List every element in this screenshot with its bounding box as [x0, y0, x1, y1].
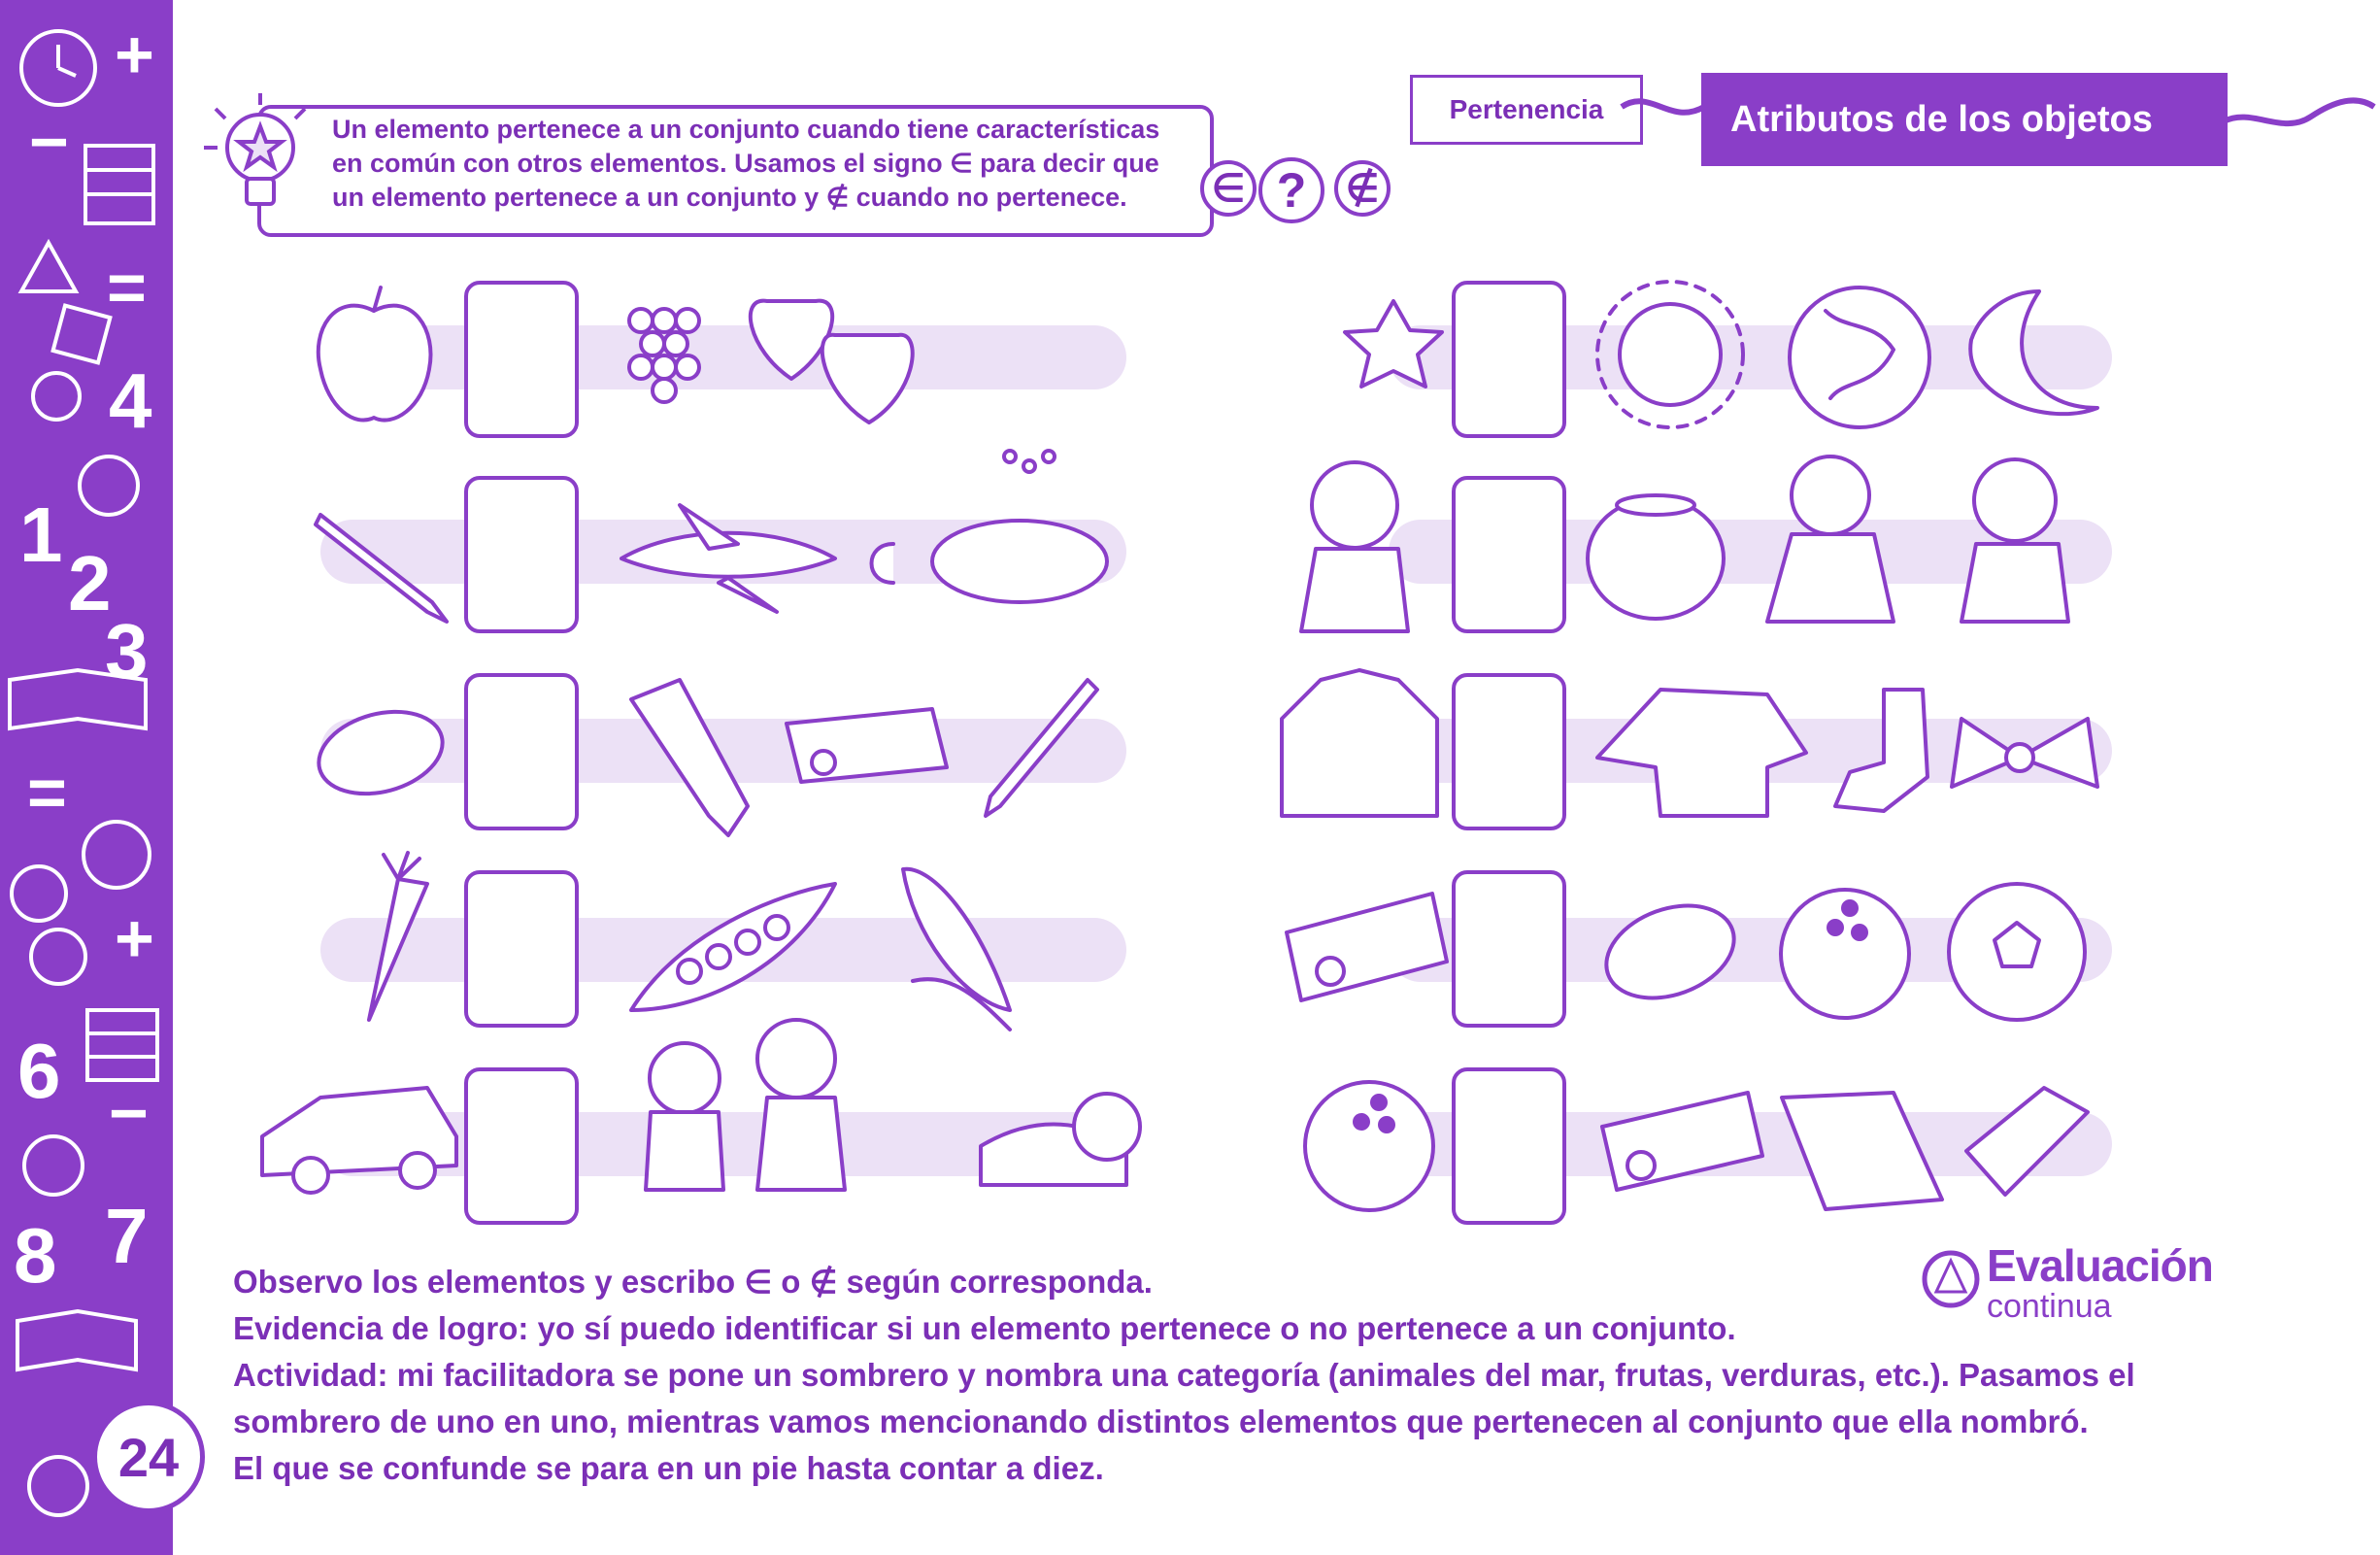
dog-icon	[757, 1020, 845, 1190]
activity-text: : mi facilitadora se pone un sombrero y nombra una categoría (animales del mar, frutas, verduras, etc.). Pasamos el	[377, 1357, 2135, 1393]
svg-text:=: =	[27, 755, 67, 830]
jacket-icon	[1282, 670, 1437, 816]
football-icon	[1593, 889, 1747, 1014]
logo-subtitle: continua	[1987, 1288, 2112, 1325]
activity-line-3: El que se confunde se para en un pie hasta contar a diez.	[233, 1450, 1104, 1486]
sharpener-icon	[1602, 1093, 1762, 1190]
bowling-ball-icon	[1781, 890, 1909, 1018]
instructions	[233, 1259, 2214, 1492]
instruction-line: Observo los elementos y escribo ∈ o ∉ según corresponda.	[233, 1264, 1153, 1300]
page-number: 24	[92, 1401, 205, 1513]
grapes-icon	[629, 309, 699, 402]
sun-icon	[1597, 282, 1743, 427]
bowling-ball-icon	[1305, 1082, 1433, 1210]
sharpener-icon	[787, 709, 947, 782]
football-icon	[310, 699, 452, 807]
submarine-icon	[872, 451, 1108, 602]
pencil-icon	[986, 680, 1097, 816]
cat-icon	[646, 1043, 723, 1190]
star-icon	[1345, 301, 1442, 387]
pencil-icon	[316, 515, 447, 622]
svg-text:+: +	[115, 900, 154, 976]
topic-tag: Pertenencia	[1410, 75, 1643, 145]
sock-icon	[1835, 690, 1927, 811]
not-belongs-symbol-badge: ∉	[1334, 160, 1391, 217]
crayon-icon	[631, 680, 748, 835]
question-symbol-badge: ?	[1258, 157, 1324, 223]
lying-cat-icon	[981, 1094, 1140, 1185]
bow-icon	[1952, 719, 2097, 787]
soccer-ball-icon	[1949, 884, 2085, 1020]
airplane-icon	[621, 505, 835, 612]
eraser-icon	[1966, 1088, 2088, 1195]
apple-icon	[318, 306, 431, 421]
info-line-3: un elemento pertenece a un conjunto y ∉ cuando no pertenece.	[332, 183, 1127, 212]
moon-icon	[1970, 291, 2097, 414]
dog-icon	[1961, 459, 2068, 622]
logo-title: Evaluación	[1987, 1240, 2213, 1291]
earth-icon	[1790, 287, 1929, 427]
svg-text:7: 7	[105, 1193, 149, 1279]
activity-line	[233, 1352, 2214, 1399]
corn-icon	[903, 869, 1010, 1030]
svg-text:2: 2	[68, 540, 112, 626]
svg-text:3: 3	[105, 608, 149, 694]
svg-text:6: 6	[17, 1028, 61, 1114]
dog-icon	[1301, 462, 1408, 631]
fishbowl-icon	[1588, 495, 1724, 619]
svg-text:−: −	[29, 104, 69, 180]
notebook-icon	[1782, 1093, 1942, 1209]
svg-text:8: 8	[14, 1212, 57, 1299]
svg-text:+: +	[115, 17, 154, 92]
belongs-symbol-badge: ∈	[1200, 160, 1257, 217]
activity-label: Actividad	[233, 1357, 378, 1393]
page-title: Atributos de los objetos	[1701, 73, 2228, 166]
activity-line-2: sombrero de uno en uno, mientras vamos mencionando distintos elementos que pertenecen al conjunto que ella nombró.	[233, 1403, 2089, 1439]
peas-icon	[631, 884, 835, 1010]
svg-text:=: =	[107, 250, 147, 325]
sweater-icon	[1597, 690, 1806, 816]
info-line-2: en común con otros elementos. Usamos el signo ∈ para decir que	[332, 149, 1159, 178]
svg-text:1: 1	[19, 491, 63, 578]
evidence-line: Evidencia de logro: yo sí puedo identificar si un elemento pertenece o no pertenece a un conjunto.	[233, 1310, 1736, 1346]
car-icon	[262, 1088, 456, 1193]
evaluation-logo-icon	[1921, 1249, 1981, 1309]
info-line-1: Un elemento pertenece a un conjunto cuando tiene características	[332, 115, 1160, 144]
svg-text:−: −	[109, 1075, 149, 1151]
strawberries-icon	[751, 301, 913, 423]
cat-icon	[1767, 456, 1894, 622]
svg-text:4: 4	[109, 357, 152, 444]
carrot-icon	[369, 853, 427, 1020]
sharpener-icon	[1287, 894, 1447, 1000]
